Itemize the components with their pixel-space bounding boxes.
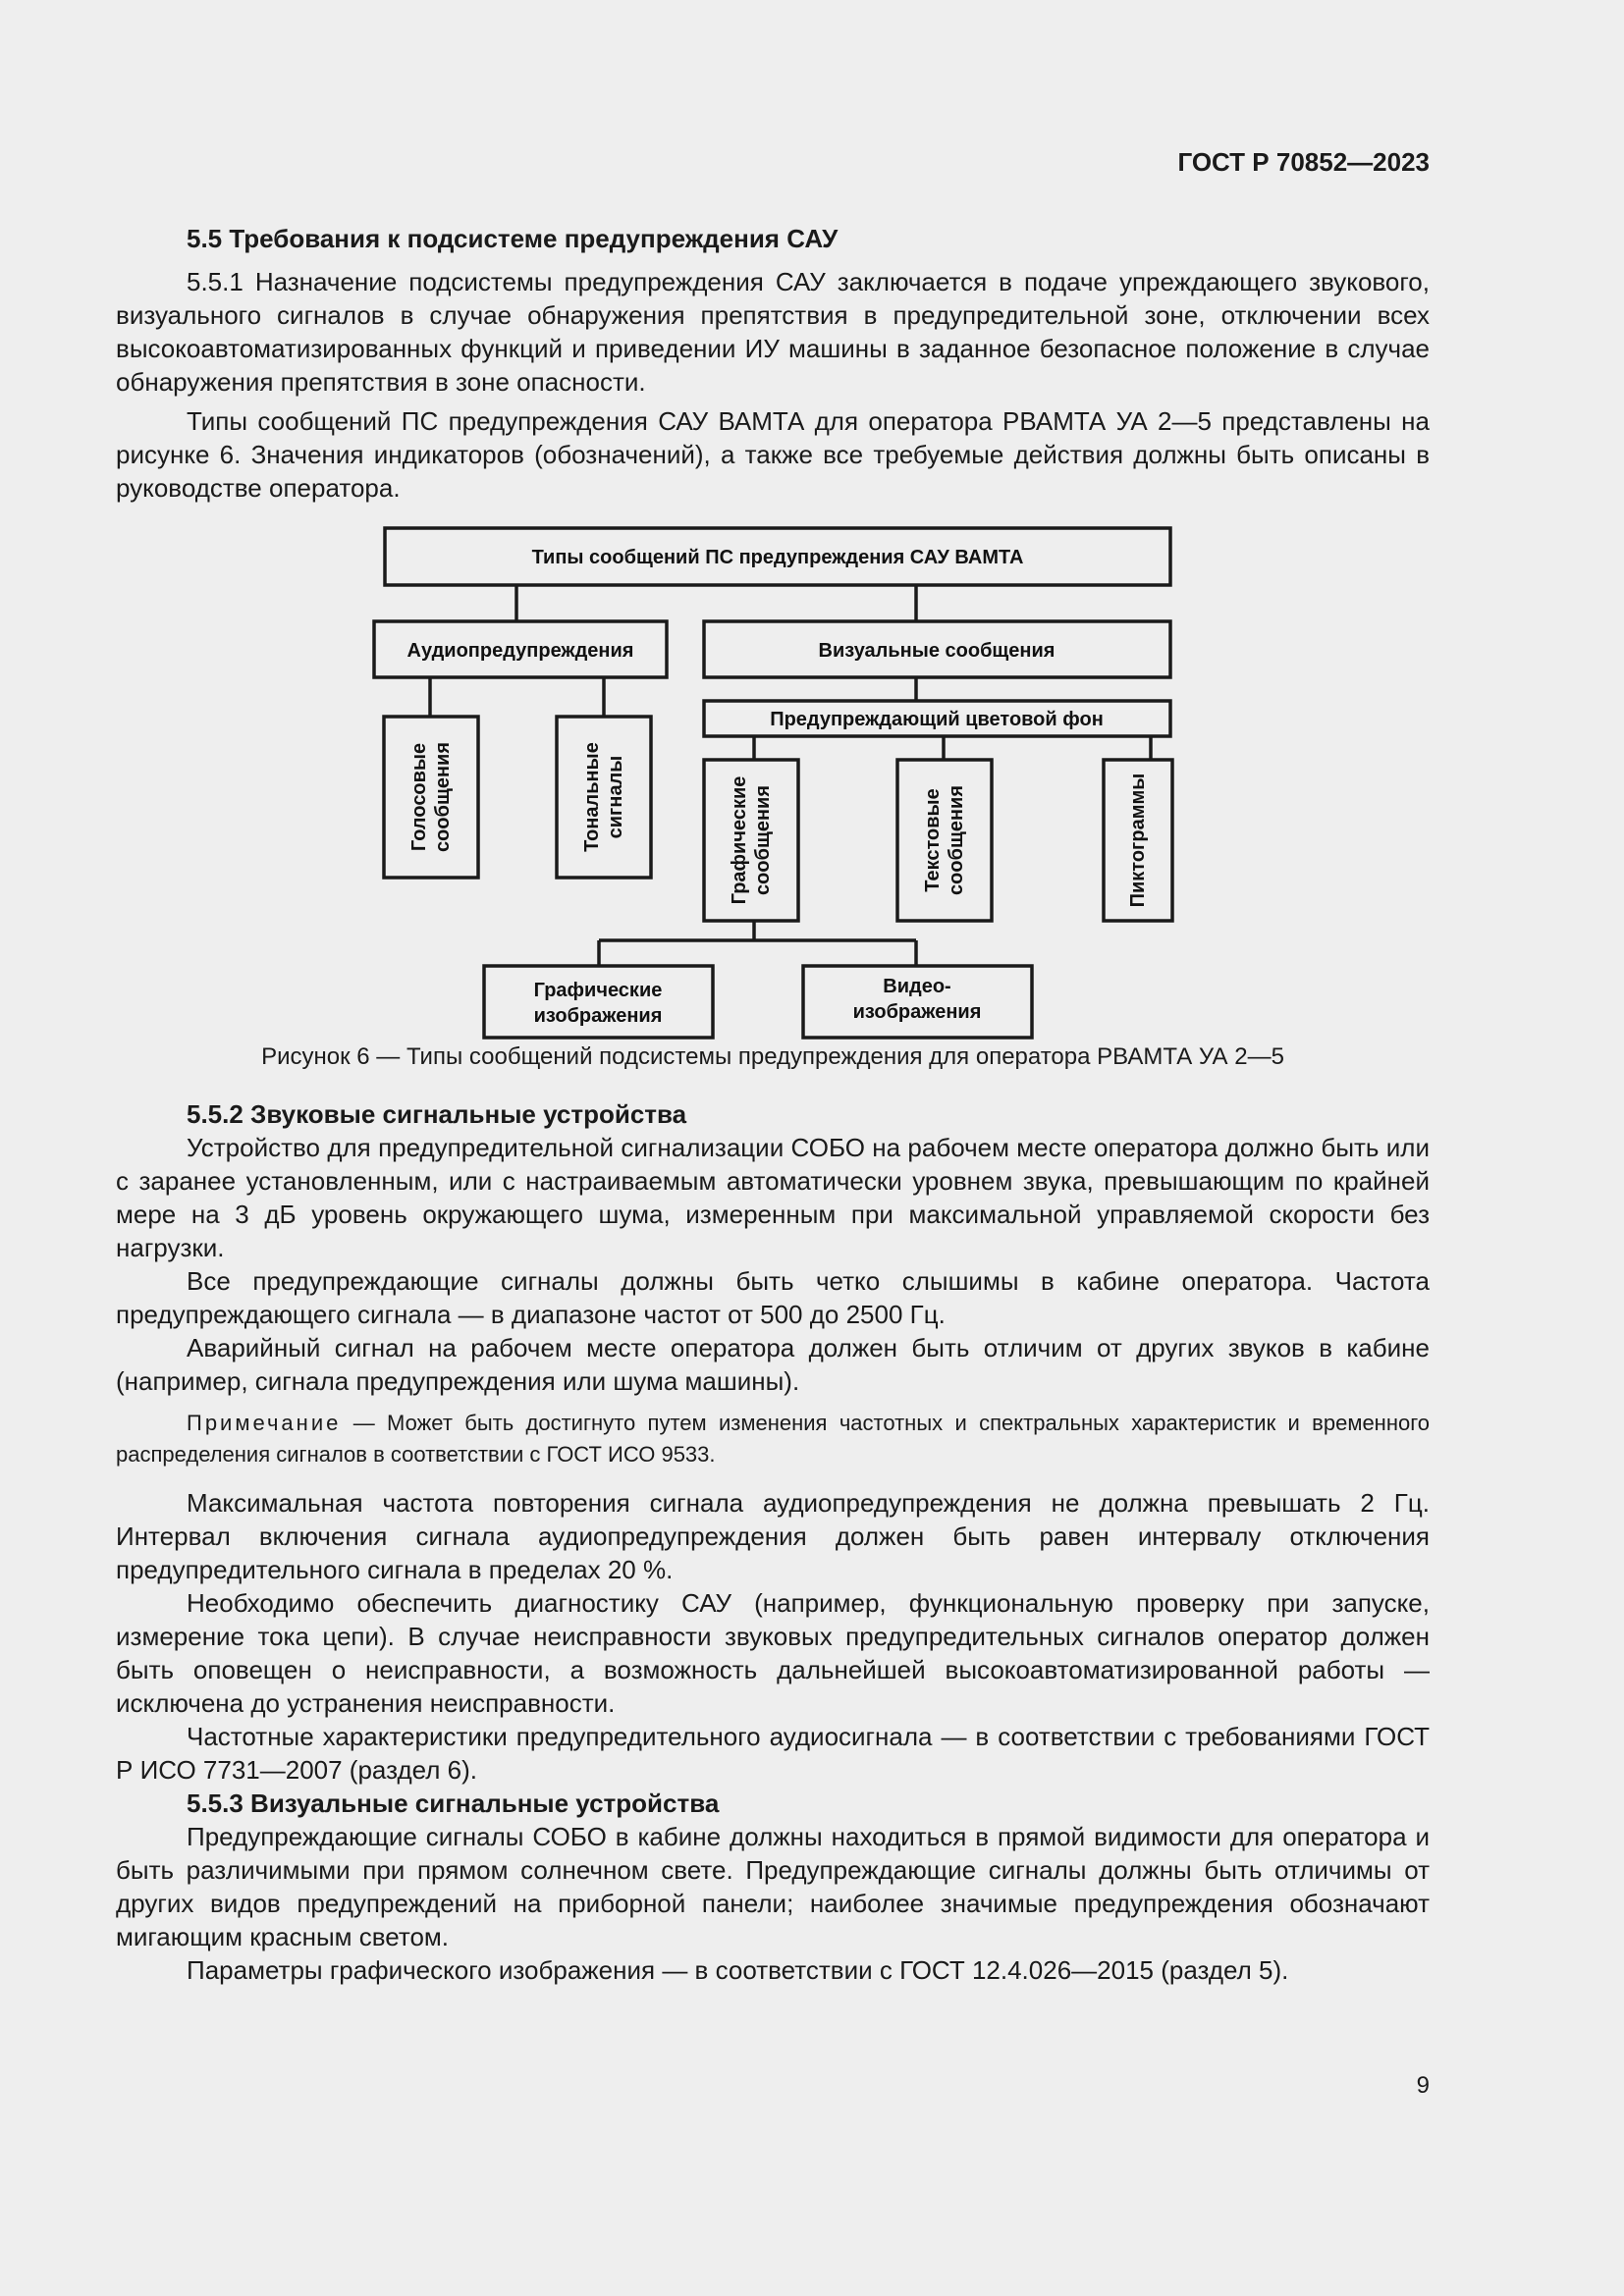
paragraph-alarm: Аварийный сигнал на рабочем месте оператора должен быть отличим от других звуков в кабине (например, сигнала предупреждения или шума машины).: [116, 1333, 1430, 1396]
label-graphic-1: Графические: [729, 775, 750, 905]
label-background: Предупреждающий цветовой фон: [770, 709, 1104, 730]
note-label: Примечание: [187, 1411, 342, 1435]
section-heading-5-5-2: 5.5.2 Звуковые сигнальные устройства: [187, 1099, 687, 1129]
label-root: Типы сообщений ПС предупреждения САУ ВАМТА: [531, 547, 1024, 568]
label-video-1: Видео-: [883, 976, 951, 997]
diagram-svg: [116, 520, 1430, 1041]
note-text: — Может быть достигнуто путем изменения частотных и спектральных характеристик и временного распределения сигналов в соответствии с ГОСТ ИСО 9533.: [116, 1411, 1430, 1467]
label-images-2: изображения: [533, 1005, 663, 1027]
page-number: 9: [1416, 2072, 1430, 2099]
label-visual: Визуальные сообщения: [818, 640, 1056, 662]
page-content: [116, 222, 1430, 1987]
document-number: ГОСТ Р 70852—2023: [1177, 147, 1430, 177]
label-audio: Аудиопредупреждения: [406, 640, 634, 662]
label-voice-1: Голосовые: [408, 742, 430, 852]
note: [116, 1408, 1430, 1470]
label-pictograms: Пиктограммы: [1127, 773, 1149, 908]
box-graphic-messages: [704, 760, 798, 921]
paragraph-sound-device: Устройство для предупредительной сигнализации СОБО на рабочем месте оператора должно быть или с заранее установленным, или с настраиваемым автоматически уровнем звука, превышающим по крайней мере на 3 дБ уровень окружающего шума, измеренным при максимальной управляемой скорости без нагрузки.: [116, 1133, 1430, 1262]
box-images: [484, 966, 713, 1038]
paragraph-diagnostics: Необходимо обеспечить диагностику САУ (например, функциональную проверку при запуске, измерение тока цепи). В случае неисправности звуковых предупредительных сигналов оператор должен быть оповещен о неисправности, а возможность дальнейшей высокоавтоматизированной работы — исключена до устранения неисправности.: [116, 1588, 1430, 1718]
label-text-2: сообщения: [946, 785, 967, 895]
label-graphic-2: сообщения: [752, 785, 774, 895]
paragraph-characteristics: Частотные характеристики предупредительного аудиосигнала — в соответствии с требованиями ГОСТ Р ИСО 7731—2007 (раздел 6).: [116, 1722, 1430, 1785]
label-images-1: Графические: [533, 980, 663, 1001]
paragraph-visual-signals: Предупреждающие сигналы СОБО в кабине должны находиться в прямой видимости для оператора и быть различимыми при прямом солнечном свете. Предупреждающие сигналы должны быть отличимы от других видов предупреждений на приборной панели; наиболее значимые предупреждения обозначают мигающим красным светом.: [116, 1822, 1430, 1951]
figure-caption: Рисунок 6 — Типы сообщений подсистемы предупреждения для оператора РВАМТА УА 2—5: [261, 1043, 1284, 1070]
box-tonal: [557, 717, 651, 878]
label-voice-2: сообщения: [432, 742, 454, 852]
box-text-messages: [897, 760, 992, 921]
paragraph-message-types: Типы сообщений ПС предупреждения САУ ВАМТА для оператора РВАМТА УА 2—5 представлены на рисунке 6. Значения индикаторов (обозначений), а также все требуемые действия должны быть описаны в руководстве оператора.: [116, 406, 1430, 503]
paragraph-audible: Все предупреждающие сигналы должны быть четко слышимы в кабине оператора. Частота предупреждающего сигнала — в диапазоне частот от 500 до 2500 Гц.: [116, 1266, 1430, 1329]
label-tonal-2: сигналы: [605, 755, 626, 839]
label-video-2: изображения: [852, 1001, 982, 1023]
section-heading-5-5: 5.5 Требования к подсистеме предупреждения САУ: [187, 224, 839, 253]
box-voice: [384, 717, 478, 878]
label-tonal-1: Тональные: [581, 742, 603, 852]
paragraph-frequency: Максимальная частота повторения сигнала аудиопредупреждения не должна превышать 2 Гц. Интервал включения сигнала аудиопредупреждения должен быть равен интервалу отключения предупредительного сигнала в пределах 20 %.: [116, 1488, 1430, 1584]
paragraph-graphic-params: Параметры графического изображения — в соответствии с ГОСТ 12.4.026—2015 (раздел 5).: [187, 1955, 1289, 1985]
section-heading-5-5-3: 5.5.3 Визуальные сигнальные устройства: [187, 1789, 720, 1818]
paragraph-5-5-1: 5.5.1 Назначение подсистемы предупреждения САУ заключается в подаче упреждающего звукового, визуального сигналов в случае обнаружения препятствия в предупредительной зоне, отключении всех высокоавтоматизированных функций и приведении ИУ машины в заданное безопасное положение в случае обнаружения препятствия в зоне опасности.: [116, 267, 1430, 397]
label-text-1: Текстовые: [922, 788, 944, 892]
figure-6-diagram: [116, 520, 1430, 1041]
